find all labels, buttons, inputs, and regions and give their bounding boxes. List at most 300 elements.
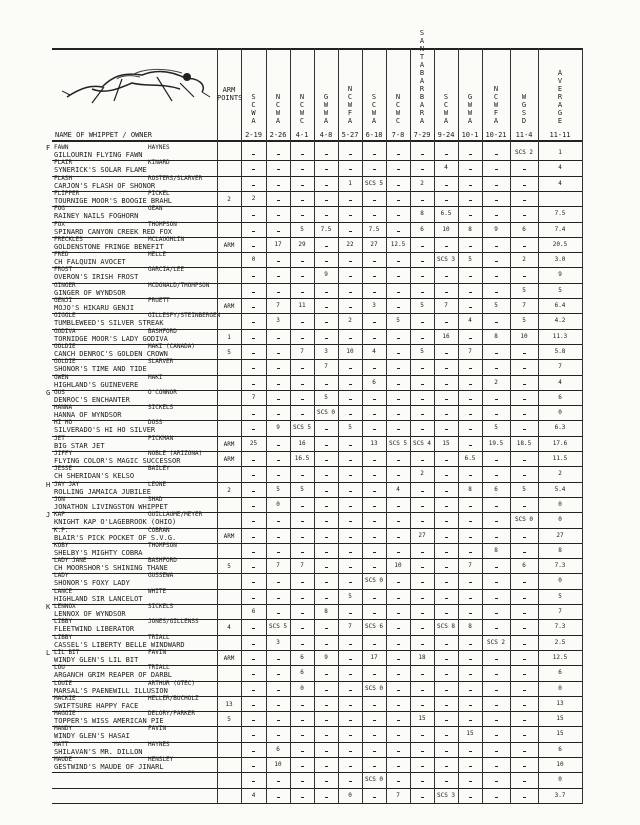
grid-row-line — [52, 298, 582, 299]
empty-dash — [523, 628, 526, 629]
grid-row-line — [52, 140, 582, 142]
empty-dash — [495, 399, 498, 400]
score-cell: 15 — [556, 715, 564, 723]
score-cell: 8 — [494, 546, 498, 554]
owner-name: O'CONNOR — [148, 388, 177, 396]
empty-dash — [252, 460, 255, 461]
empty-dash — [325, 429, 328, 430]
score-cell: 11.3 — [552, 332, 568, 340]
score-cell: 3.7 — [554, 791, 566, 799]
empty-dash — [445, 292, 448, 293]
call-name: LIL BIT — [54, 648, 80, 656]
registered-name: SILVERADO'S HI HO SILVER — [54, 426, 156, 435]
empty-dash — [325, 705, 328, 706]
empty-dash — [373, 429, 376, 430]
registered-name: CANCH DENROC'S GOLDEN CROWN — [54, 349, 168, 358]
grid-row-line — [52, 313, 582, 314]
call-name: LADY JANE — [54, 557, 87, 565]
empty-dash — [373, 475, 376, 476]
score-cell: 5 — [558, 592, 562, 600]
empty-dash — [349, 169, 352, 170]
call-name: FOG — [54, 205, 65, 213]
empty-dash — [421, 261, 424, 262]
arm-points: 5 — [227, 348, 231, 356]
column-date: 9-24 — [437, 131, 455, 139]
section-letter: K — [46, 603, 51, 611]
score-cell: 7 — [558, 608, 562, 615]
registered-name: JONATHON LIVINGSTON WHIPPET — [54, 502, 168, 511]
empty-dash — [277, 552, 280, 553]
empty-dash — [421, 521, 424, 522]
empty-dash — [495, 261, 498, 262]
empty-dash — [469, 781, 472, 782]
empty-dash — [445, 598, 448, 599]
score-cell: 7.3 — [554, 562, 566, 570]
column-date: 10-1 — [461, 131, 479, 139]
registered-name: HANNA OF WYNDSOR — [54, 411, 122, 420]
empty-dash — [252, 644, 255, 645]
column-header-letters: N C W C — [395, 93, 401, 125]
score-cell: 16 — [298, 439, 306, 447]
owner-name: TRIALL — [148, 633, 170, 641]
score-cell: 5 — [324, 393, 328, 401]
call-name: JET — [54, 434, 65, 442]
score-cell: 7 — [300, 347, 304, 355]
empty-dash — [397, 429, 400, 430]
grid-row-line — [52, 788, 582, 789]
empty-dash — [469, 200, 472, 201]
empty-dash — [325, 460, 328, 461]
empty-dash — [325, 307, 328, 308]
registered-name: BIG STAR JET — [54, 441, 105, 450]
empty-dash — [445, 690, 448, 691]
empty-dash — [277, 797, 280, 798]
grid-row-line — [52, 390, 582, 391]
empty-dash — [252, 246, 255, 247]
score-cell: 20.5 — [552, 240, 568, 248]
score-cell: 5 — [348, 592, 352, 600]
score-cell: 6 — [300, 669, 304, 677]
empty-dash — [349, 766, 352, 767]
call-name: FROST — [54, 266, 73, 274]
arm-points: 1 — [227, 333, 231, 341]
empty-dash — [301, 399, 304, 400]
owner-name: DOSS — [148, 419, 163, 427]
section-letter: J — [46, 511, 51, 520]
arm-points: ARM — [223, 456, 235, 463]
registered-name: SYNERICK'S SOLAR FLAME — [54, 166, 147, 175]
empty-dash — [523, 414, 526, 415]
empty-dash — [325, 552, 328, 553]
arm-points: 5 — [227, 563, 231, 571]
empty-dash — [349, 200, 352, 201]
empty-dash — [495, 659, 498, 660]
empty-dash — [301, 368, 304, 369]
empty-dash — [495, 169, 498, 170]
empty-dash — [397, 399, 400, 400]
empty-dash — [373, 276, 376, 277]
score-cell: SCS 6 — [364, 623, 384, 631]
score-cell: 22 — [346, 240, 354, 248]
empty-dash — [445, 582, 448, 583]
empty-dash — [523, 200, 526, 201]
empty-dash — [397, 598, 400, 599]
score-cell: 9 — [324, 653, 328, 661]
arm-points: 2 — [227, 195, 231, 203]
score-cell: 5 — [558, 286, 562, 294]
empty-dash — [349, 690, 352, 691]
score-cell: 5 — [420, 347, 424, 355]
empty-dash — [495, 506, 498, 507]
empty-dash — [325, 766, 328, 767]
empty-dash — [523, 429, 526, 430]
empty-dash — [373, 322, 376, 323]
empty-dash — [325, 567, 328, 568]
empty-dash — [277, 613, 280, 614]
empty-dash — [523, 276, 526, 277]
empty-dash — [523, 246, 526, 247]
score-cell: 15 — [442, 439, 450, 447]
empty-dash — [523, 185, 526, 186]
arm-points: ARM — [223, 303, 235, 310]
empty-dash — [373, 491, 376, 492]
empty-dash — [445, 399, 448, 400]
column-date: 10-21 — [485, 131, 507, 139]
empty-dash — [495, 322, 498, 323]
score-cell: 5 — [468, 256, 472, 264]
score-cell: 15 — [556, 730, 564, 738]
score-cell: 3 — [324, 347, 328, 355]
empty-dash — [373, 399, 376, 400]
empty-dash — [445, 414, 448, 415]
empty-dash — [469, 552, 472, 553]
empty-dash — [252, 781, 255, 782]
empty-dash — [523, 368, 526, 369]
grid-row-line — [52, 497, 582, 498]
column-header-letters: N C W F A — [493, 85, 499, 125]
greyhound-logo-icon — [62, 57, 212, 107]
score-cell: 11 — [298, 302, 306, 309]
registered-name: RAINEY NAILS FOGHORN — [54, 212, 139, 221]
registered-name: GESTWIND'S MAUDE OF JINARL — [54, 763, 164, 771]
score-cell: 8 — [468, 225, 472, 233]
call-name: KOBY — [54, 541, 69, 549]
empty-dash — [523, 659, 526, 660]
score-cell: 8 — [558, 546, 562, 554]
registered-name: ROLLING JAMAICA JUBILEE — [54, 487, 151, 496]
empty-dash — [469, 368, 472, 369]
empty-dash — [252, 598, 255, 599]
empty-dash — [301, 185, 304, 186]
empty-dash — [445, 154, 448, 155]
empty-dash — [325, 521, 328, 522]
empty-dash — [397, 705, 400, 706]
empty-dash — [469, 429, 472, 430]
empty-dash — [301, 720, 304, 721]
empty-dash — [252, 766, 255, 767]
empty-dash — [445, 766, 448, 767]
empty-dash — [421, 735, 424, 736]
empty-dash — [523, 690, 526, 691]
owner-name: GEAN — [148, 205, 163, 213]
empty-dash — [495, 781, 498, 782]
grid-column-line — [290, 48, 291, 804]
empty-dash — [252, 537, 255, 538]
registered-name: FLEETWIND LIBERATOR — [54, 625, 135, 634]
empty-dash — [445, 460, 448, 461]
registered-name: WINDY GLEN'S HASAI — [54, 732, 130, 741]
score-cell: SCS 4 — [412, 439, 432, 447]
empty-dash — [349, 705, 352, 706]
score-cell: SCS 5 — [268, 623, 288, 631]
empty-dash — [325, 751, 328, 752]
column-header-letters: N C W F A — [347, 85, 353, 125]
score-cell: 2 — [494, 378, 498, 386]
owner-name: GUILLAUME/MEYER — [148, 511, 203, 519]
grid-column-line — [217, 48, 218, 804]
empty-dash — [421, 552, 424, 553]
empty-dash — [349, 674, 352, 675]
registered-name: KNIGHT KAP O'LAGEBROOK (OHIO) — [54, 518, 177, 527]
empty-dash — [252, 628, 255, 629]
empty-dash — [397, 200, 400, 201]
empty-dash — [523, 384, 526, 385]
empty-dash — [301, 215, 304, 216]
empty-dash — [397, 231, 400, 232]
empty-dash — [252, 475, 255, 476]
grid-row-line — [52, 757, 582, 758]
column-date: 11-4 — [515, 131, 533, 139]
empty-dash — [421, 690, 424, 691]
owner-name: TRIALL — [148, 664, 170, 672]
empty-dash — [252, 720, 255, 721]
grid-row-line — [52, 726, 582, 727]
empty-dash — [469, 659, 472, 660]
owner-name: SHAD — [148, 495, 163, 503]
empty-dash — [301, 506, 304, 507]
empty-dash — [495, 582, 498, 583]
score-cell: 3.0 — [554, 256, 566, 264]
score-cell: 13 — [370, 439, 378, 447]
empty-dash — [252, 169, 255, 170]
owner-name: SICKELS — [148, 603, 174, 610]
empty-dash — [469, 276, 472, 277]
empty-dash — [421, 491, 424, 492]
owner-name: LEONE — [148, 480, 167, 488]
empty-dash — [523, 674, 526, 675]
empty-dash — [349, 475, 352, 476]
empty-dash — [325, 475, 328, 476]
score-cell: 17 — [274, 240, 282, 248]
empty-dash — [277, 475, 280, 476]
empty-dash — [373, 154, 376, 155]
empty-dash — [445, 659, 448, 660]
empty-dash — [252, 276, 255, 277]
owner-name: MAKI — [148, 373, 163, 381]
empty-dash — [495, 735, 498, 736]
empty-dash — [397, 414, 400, 415]
grid-column-line — [410, 48, 411, 804]
registered-name: CH SHERIDAN'S KELSO — [54, 472, 135, 481]
column-date: 4-8 — [319, 131, 333, 139]
empty-dash — [421, 506, 424, 507]
section-letter: G — [46, 388, 51, 397]
empty-dash — [469, 521, 472, 522]
registered-name: GILLOURIN FLYING FAWN — [54, 151, 143, 159]
grid-column-line — [582, 48, 583, 804]
grid-row-line — [52, 451, 582, 452]
call-name: GWEN — [54, 373, 69, 381]
score-cell: 6 — [558, 745, 562, 753]
call-name: FAWN — [54, 144, 69, 151]
registered-name: SWIFTSURE HAPPY FACE — [54, 701, 139, 710]
score-cell: 27 — [370, 240, 378, 248]
score-cell: 19.5 — [488, 439, 504, 447]
score-cell: 7 — [396, 791, 400, 799]
empty-dash — [421, 628, 424, 629]
score-cell: 0 — [558, 776, 562, 784]
score-cell: 4 — [558, 164, 562, 172]
empty-dash — [301, 261, 304, 262]
empty-dash — [277, 735, 280, 736]
empty-dash — [252, 521, 255, 522]
registered-name: TORNIDGE MOOR'S LADY GODIVA — [54, 334, 168, 343]
empty-dash — [445, 353, 448, 354]
score-cell: 6 — [276, 745, 280, 753]
empty-dash — [349, 781, 352, 782]
score-cell: 29 — [298, 240, 306, 248]
registered-name: SHONOR'S TIME AND TIDE — [54, 365, 147, 374]
empty-dash — [495, 460, 498, 461]
score-cell: 0 — [558, 500, 562, 508]
column-header-letters: W G S D — [521, 93, 527, 125]
empty-dash — [495, 200, 498, 201]
empty-dash — [421, 368, 424, 369]
score-cell: 13 — [556, 699, 564, 707]
score-cell: 8 — [420, 210, 424, 218]
empty-dash — [252, 659, 255, 660]
score-cell: SCS 5 — [364, 179, 384, 187]
empty-dash — [277, 261, 280, 262]
score-cell: 9 — [558, 271, 562, 279]
empty-dash — [349, 399, 352, 400]
score-cell: 15 — [466, 730, 474, 738]
score-cell: 7 — [468, 347, 472, 355]
empty-dash — [252, 322, 255, 323]
empty-dash — [301, 735, 304, 736]
empty-dash — [301, 169, 304, 170]
owner-name: GILLESPY/STEINBERGEN — [148, 312, 221, 320]
column-date: 6-18 — [365, 131, 383, 139]
registered-name: OVERON'S IRISH FROST — [54, 273, 139, 282]
owner-name: HAYNES — [148, 740, 170, 748]
registered-name: SPINARD CANYON CREEK RED FOX — [54, 227, 173, 236]
empty-dash — [445, 644, 448, 645]
grid-column-line — [482, 48, 483, 804]
empty-dash — [301, 414, 304, 415]
empty-dash — [252, 567, 255, 568]
score-cell: 7 — [324, 363, 328, 371]
empty-dash — [252, 414, 255, 415]
empty-dash — [523, 460, 526, 461]
empty-dash — [277, 598, 280, 599]
grid-row-line — [52, 573, 582, 574]
empty-dash — [349, 414, 352, 415]
score-cell: 10 — [346, 347, 354, 355]
empty-dash — [469, 751, 472, 752]
call-name: GENJI — [54, 297, 73, 304]
score-cell: 6 — [558, 393, 562, 401]
grid-row-line — [52, 283, 582, 284]
empty-dash — [445, 506, 448, 507]
empty-dash — [469, 582, 472, 583]
score-cell: 4 — [372, 347, 376, 355]
empty-dash — [325, 506, 328, 507]
empty-dash — [421, 292, 424, 293]
empty-dash — [397, 506, 400, 507]
score-cell: 25 — [249, 439, 258, 447]
name-owner-header: NAME OF WHIPPET / OWNER — [55, 131, 152, 139]
empty-dash — [252, 154, 255, 155]
empty-dash — [301, 644, 304, 645]
score-cell: 8 — [494, 332, 498, 340]
call-name: LIBBY — [54, 618, 73, 626]
empty-dash — [445, 368, 448, 369]
score-cell: 6 — [420, 225, 424, 233]
grid-column-line — [241, 48, 242, 804]
empty-dash — [349, 659, 352, 660]
registered-name: HIGHLAND'S GUINEVERE — [54, 380, 139, 389]
empty-dash — [445, 491, 448, 492]
grid-column-line — [510, 48, 511, 804]
empty-dash — [421, 414, 424, 415]
empty-dash — [325, 781, 328, 782]
score-cell: 8 — [324, 608, 328, 615]
empty-dash — [349, 460, 352, 461]
empty-dash — [495, 292, 498, 293]
empty-dash — [397, 460, 400, 461]
empty-dash — [397, 628, 400, 629]
empty-dash — [252, 215, 255, 216]
call-name: FRECKLES — [54, 235, 83, 243]
empty-dash — [349, 154, 352, 155]
owner-name: ARTHUR (OTEC) — [148, 679, 195, 687]
empty-dash — [349, 521, 352, 522]
empty-dash — [325, 292, 328, 293]
empty-dash — [397, 261, 400, 262]
score-cell: 3 — [276, 638, 280, 646]
call-name: LADY — [54, 572, 69, 580]
grid-row-line — [52, 329, 582, 330]
call-name: GODIVA — [54, 327, 76, 335]
registered-name: CARJON'S FLASH OF SHONOR — [54, 181, 156, 190]
empty-dash — [495, 705, 498, 706]
empty-dash — [469, 537, 472, 538]
empty-dash — [469, 246, 472, 247]
empty-dash — [277, 338, 280, 339]
grid-row-line — [52, 665, 582, 666]
empty-dash — [373, 368, 376, 369]
score-cell: 5 — [348, 424, 352, 432]
empty-dash — [373, 506, 376, 507]
empty-dash — [469, 705, 472, 706]
empty-dash — [523, 475, 526, 476]
score-cell: 10 — [556, 761, 564, 768]
empty-dash — [301, 613, 304, 614]
empty-dash — [397, 384, 400, 385]
empty-dash — [252, 231, 255, 232]
registered-name: GINGER OF WYNDSOR — [54, 288, 126, 297]
